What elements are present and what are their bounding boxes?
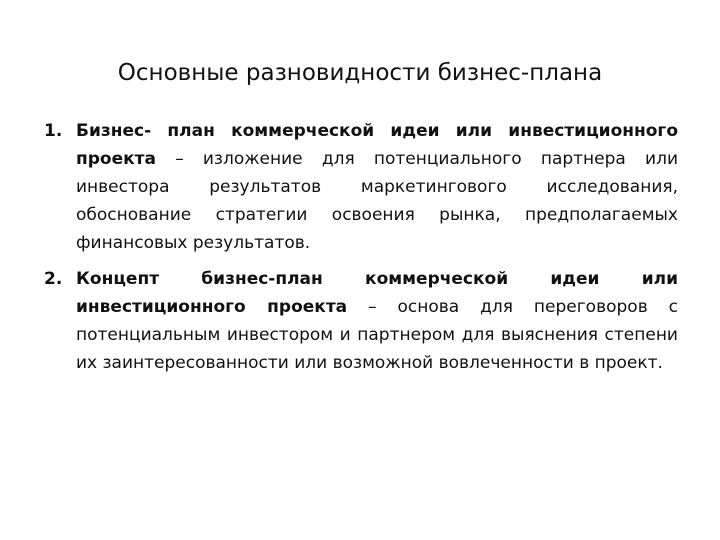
item-term: Бизнес- план коммерческой идеи или инвестиционного проекта [76,121,678,169]
numbered-list [44,117,678,385]
item-number: 2. [44,269,63,289]
item-text: – основа для переговоров с потенциальным инвестором и партнером для выяснения степени их заинтересованности или возможной вовлеченности в проект. [76,297,678,373]
item-number: 1. [44,121,63,141]
item-text: – изложение для потенциального партнера или инвестора результатов маркетингового исследования, обоснование стратегии освоения рынка, предполагаемых финансовых результатов. [76,149,678,253]
slide-title: Основные разновидности бизнес-плана [117,60,603,86]
list-item [44,117,678,257]
item-term: Концепт бизнес-план коммерческой идеи или инвестиционного проекта [76,269,678,317]
list-item [44,265,678,377]
